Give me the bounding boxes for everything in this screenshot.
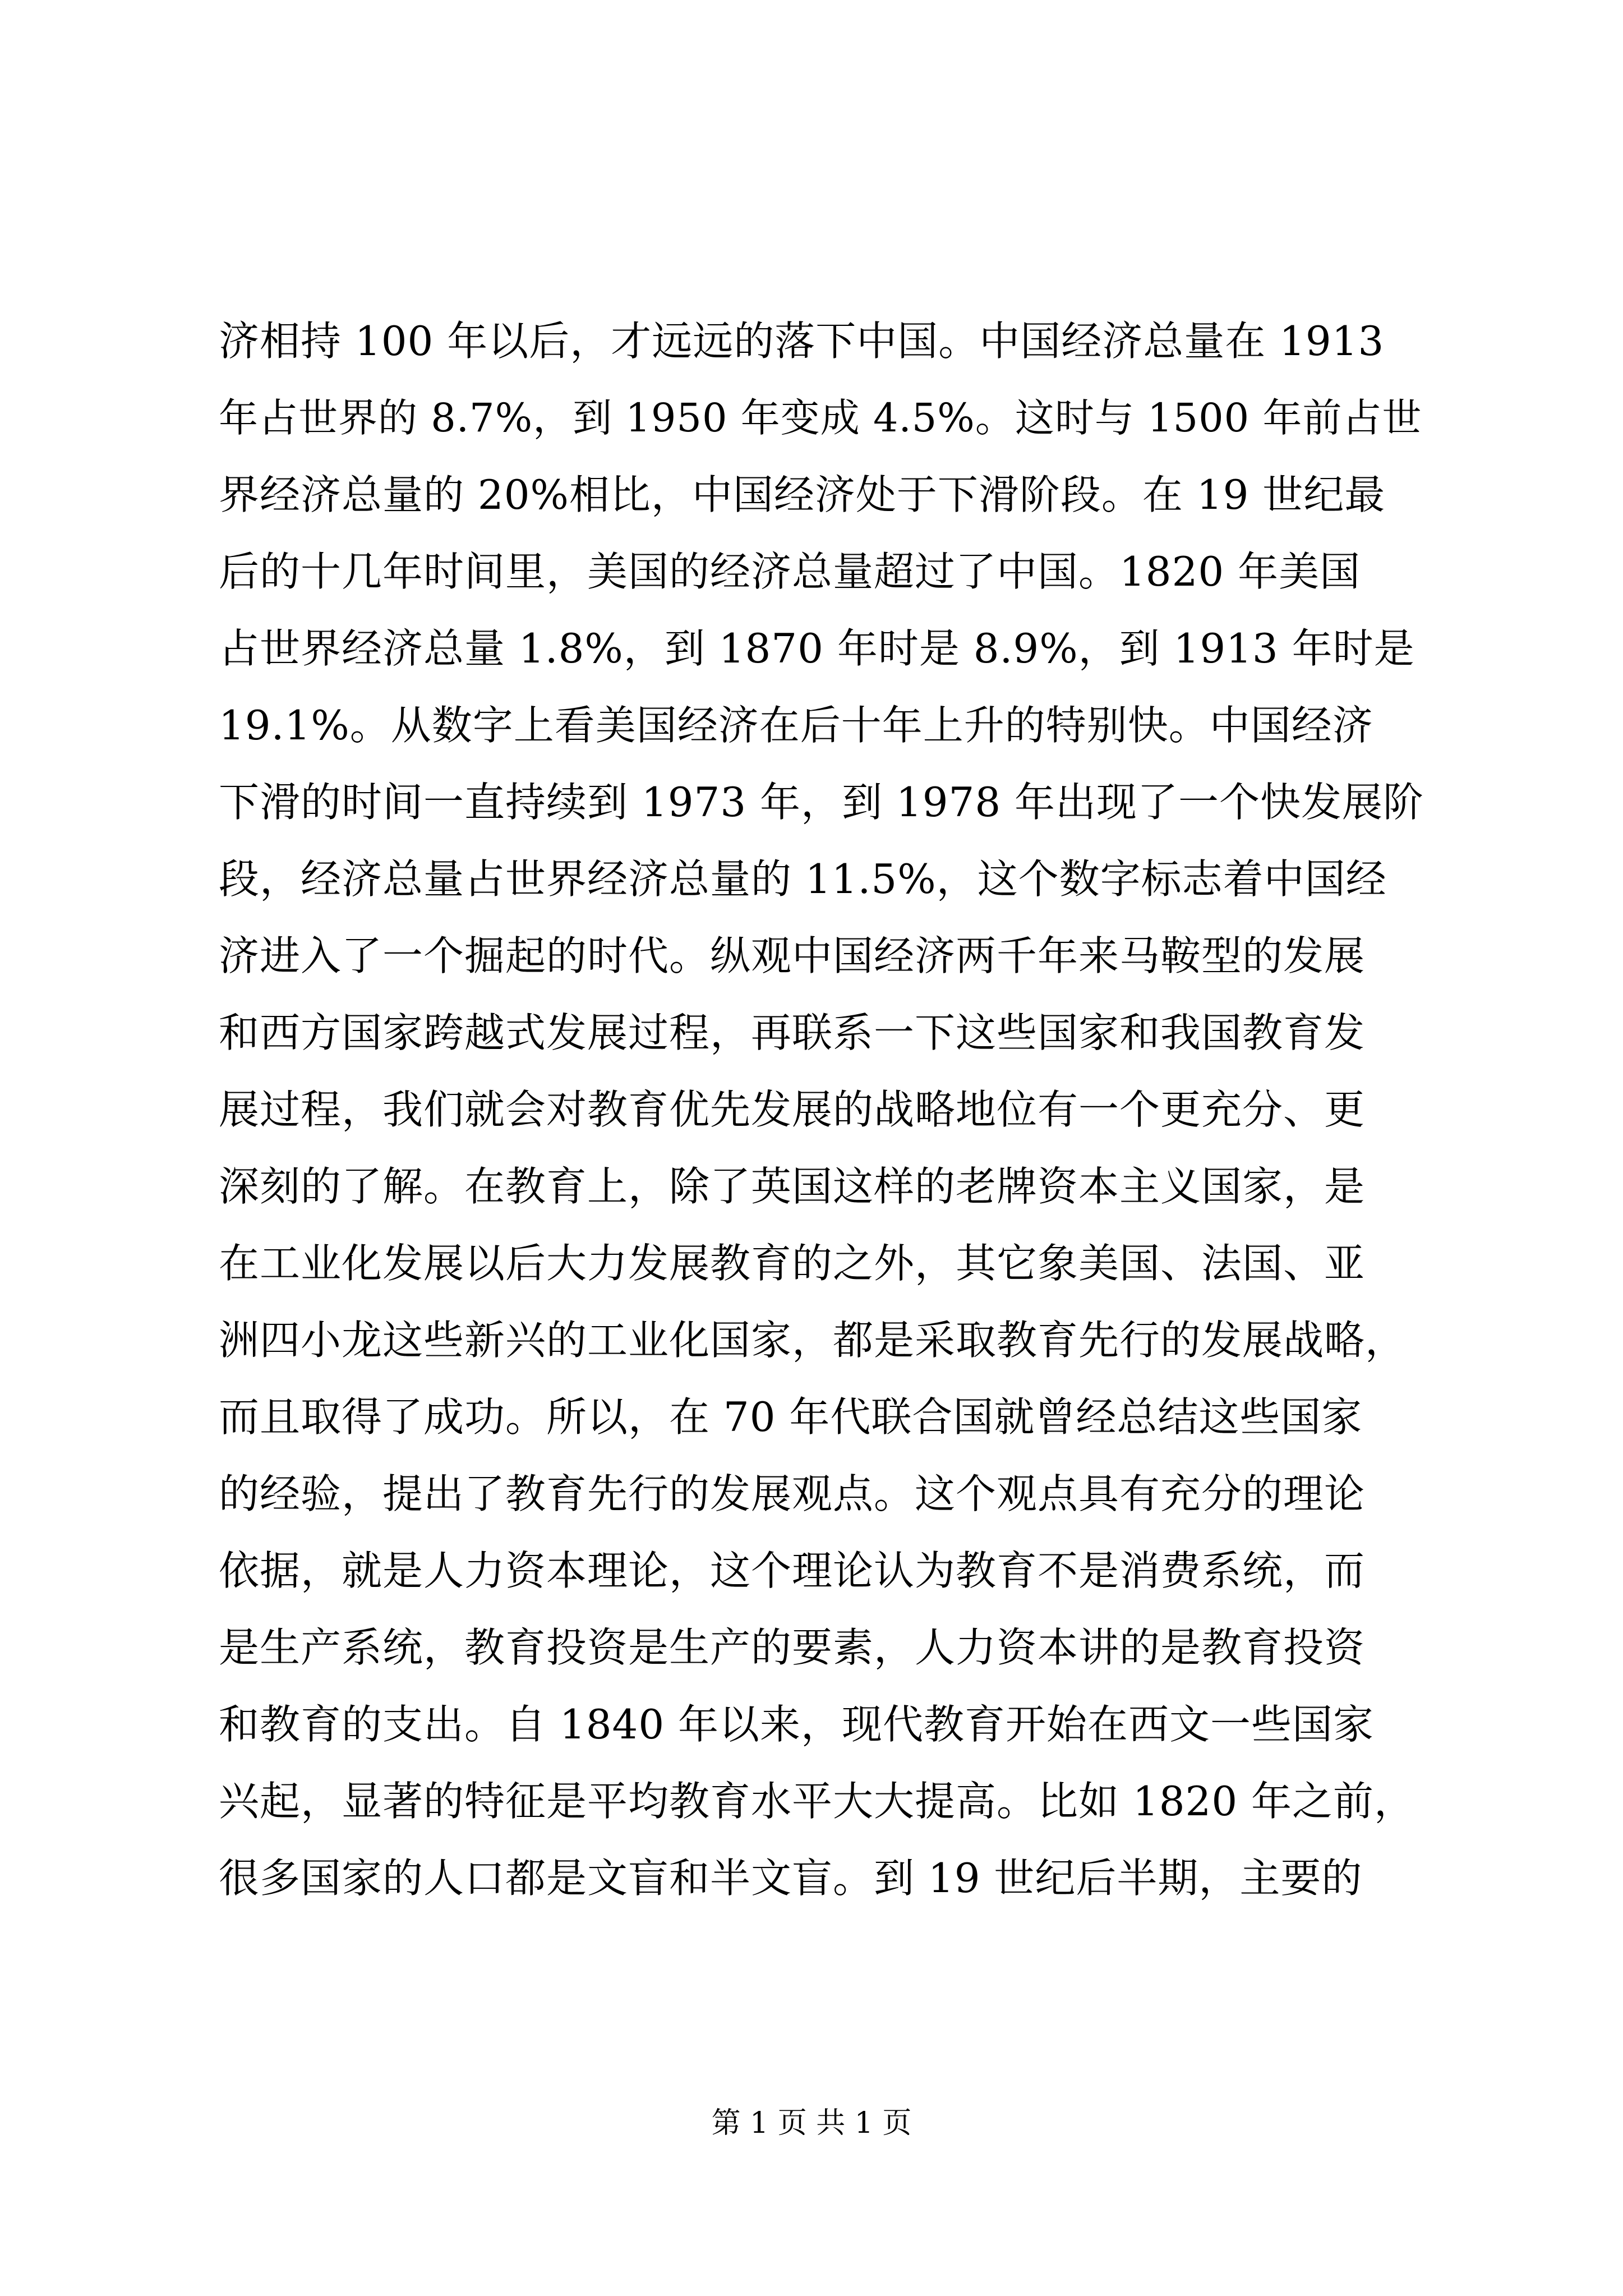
text-line: 洲四小龙这些新兴的工业化国家，都是采取教育先行的发展战略， (219, 1317, 1407, 1364)
text-line: 兴起，显著的特征是平均教育水平大大提高。比如 1820 年之前， (219, 1778, 1415, 1825)
text-line: 依据，就是人力资本理论，这个理论认为教育不是消费系统，而 (219, 1547, 1366, 1594)
text-line: 展过程，我们就会对教育优先发展的战略地位有一个更充分、更 (219, 1086, 1366, 1133)
page-number-footer: 第 1 页 共 1 页 (711, 2106, 912, 2140)
text-line: 很多国家的人口都是文盲和半文盲。到 19 世纪后半期，主要的 (219, 1855, 1363, 1902)
text-line: 段，经济总量占世界经济总量的 11.5%，这个数字标志着中国经 (219, 855, 1387, 903)
body-paragraph (219, 303, 1424, 1917)
text-line: 济进入了一个掘起的时代。纵观中国经济两千年来马鞍型的发展 (219, 932, 1366, 979)
text-line: 和西方国家跨越式发展过程，再联系一下这些国家和我国教育发 (219, 1009, 1366, 1056)
text-line: 界经济总量的 20%相比，中国经济处于下滑阶段。在 19 世纪最 (219, 471, 1386, 518)
text-line: 年占世界的 8.7%，到 1950 年变成 4.5%。这时与 1500 年前占世 (219, 395, 1422, 441)
text-line: 在工业化发展以后大力发展教育的之外，其它象美国、法国、亚 (219, 1240, 1366, 1287)
text-line: 后的十几年时间里，美国的经济总量超过了中国。1820 年美国 (219, 548, 1361, 595)
text-line: 济相持 100 年以后，才远远的落下中国。中国经济总量在 1913 (219, 318, 1385, 365)
text-line: 和教育的支出。自 1840 年以来，现代教育开始在西文一些国家 (219, 1701, 1375, 1748)
text-line: 下滑的时间一直持续到 1973 年，到 1978 年出现了一个快发展阶 (219, 779, 1424, 826)
text-line: 而且取得了成功。所以，在 70 年代联合国就曾经总结这些国家 (219, 1393, 1363, 1441)
text-line: 是生产系统，教育投资是生产的要素，人力资本讲的是教育投资 (219, 1624, 1366, 1671)
text-line: 深刻的了解。在教育上，除了英国这样的老牌资本主义国家，是 (219, 1163, 1366, 1210)
text-line: 的经验，提出了教育先行的发展观点。这个观点具有充分的理论 (219, 1470, 1366, 1517)
text-line: 19.1%。从数字上看美国经济在后十年上升的特别快。中国经济 (219, 702, 1373, 749)
text-line: 占世界经济总量 1.8%，到 1870 年时是 8.9%，到 1913 年时是 (219, 625, 1415, 672)
